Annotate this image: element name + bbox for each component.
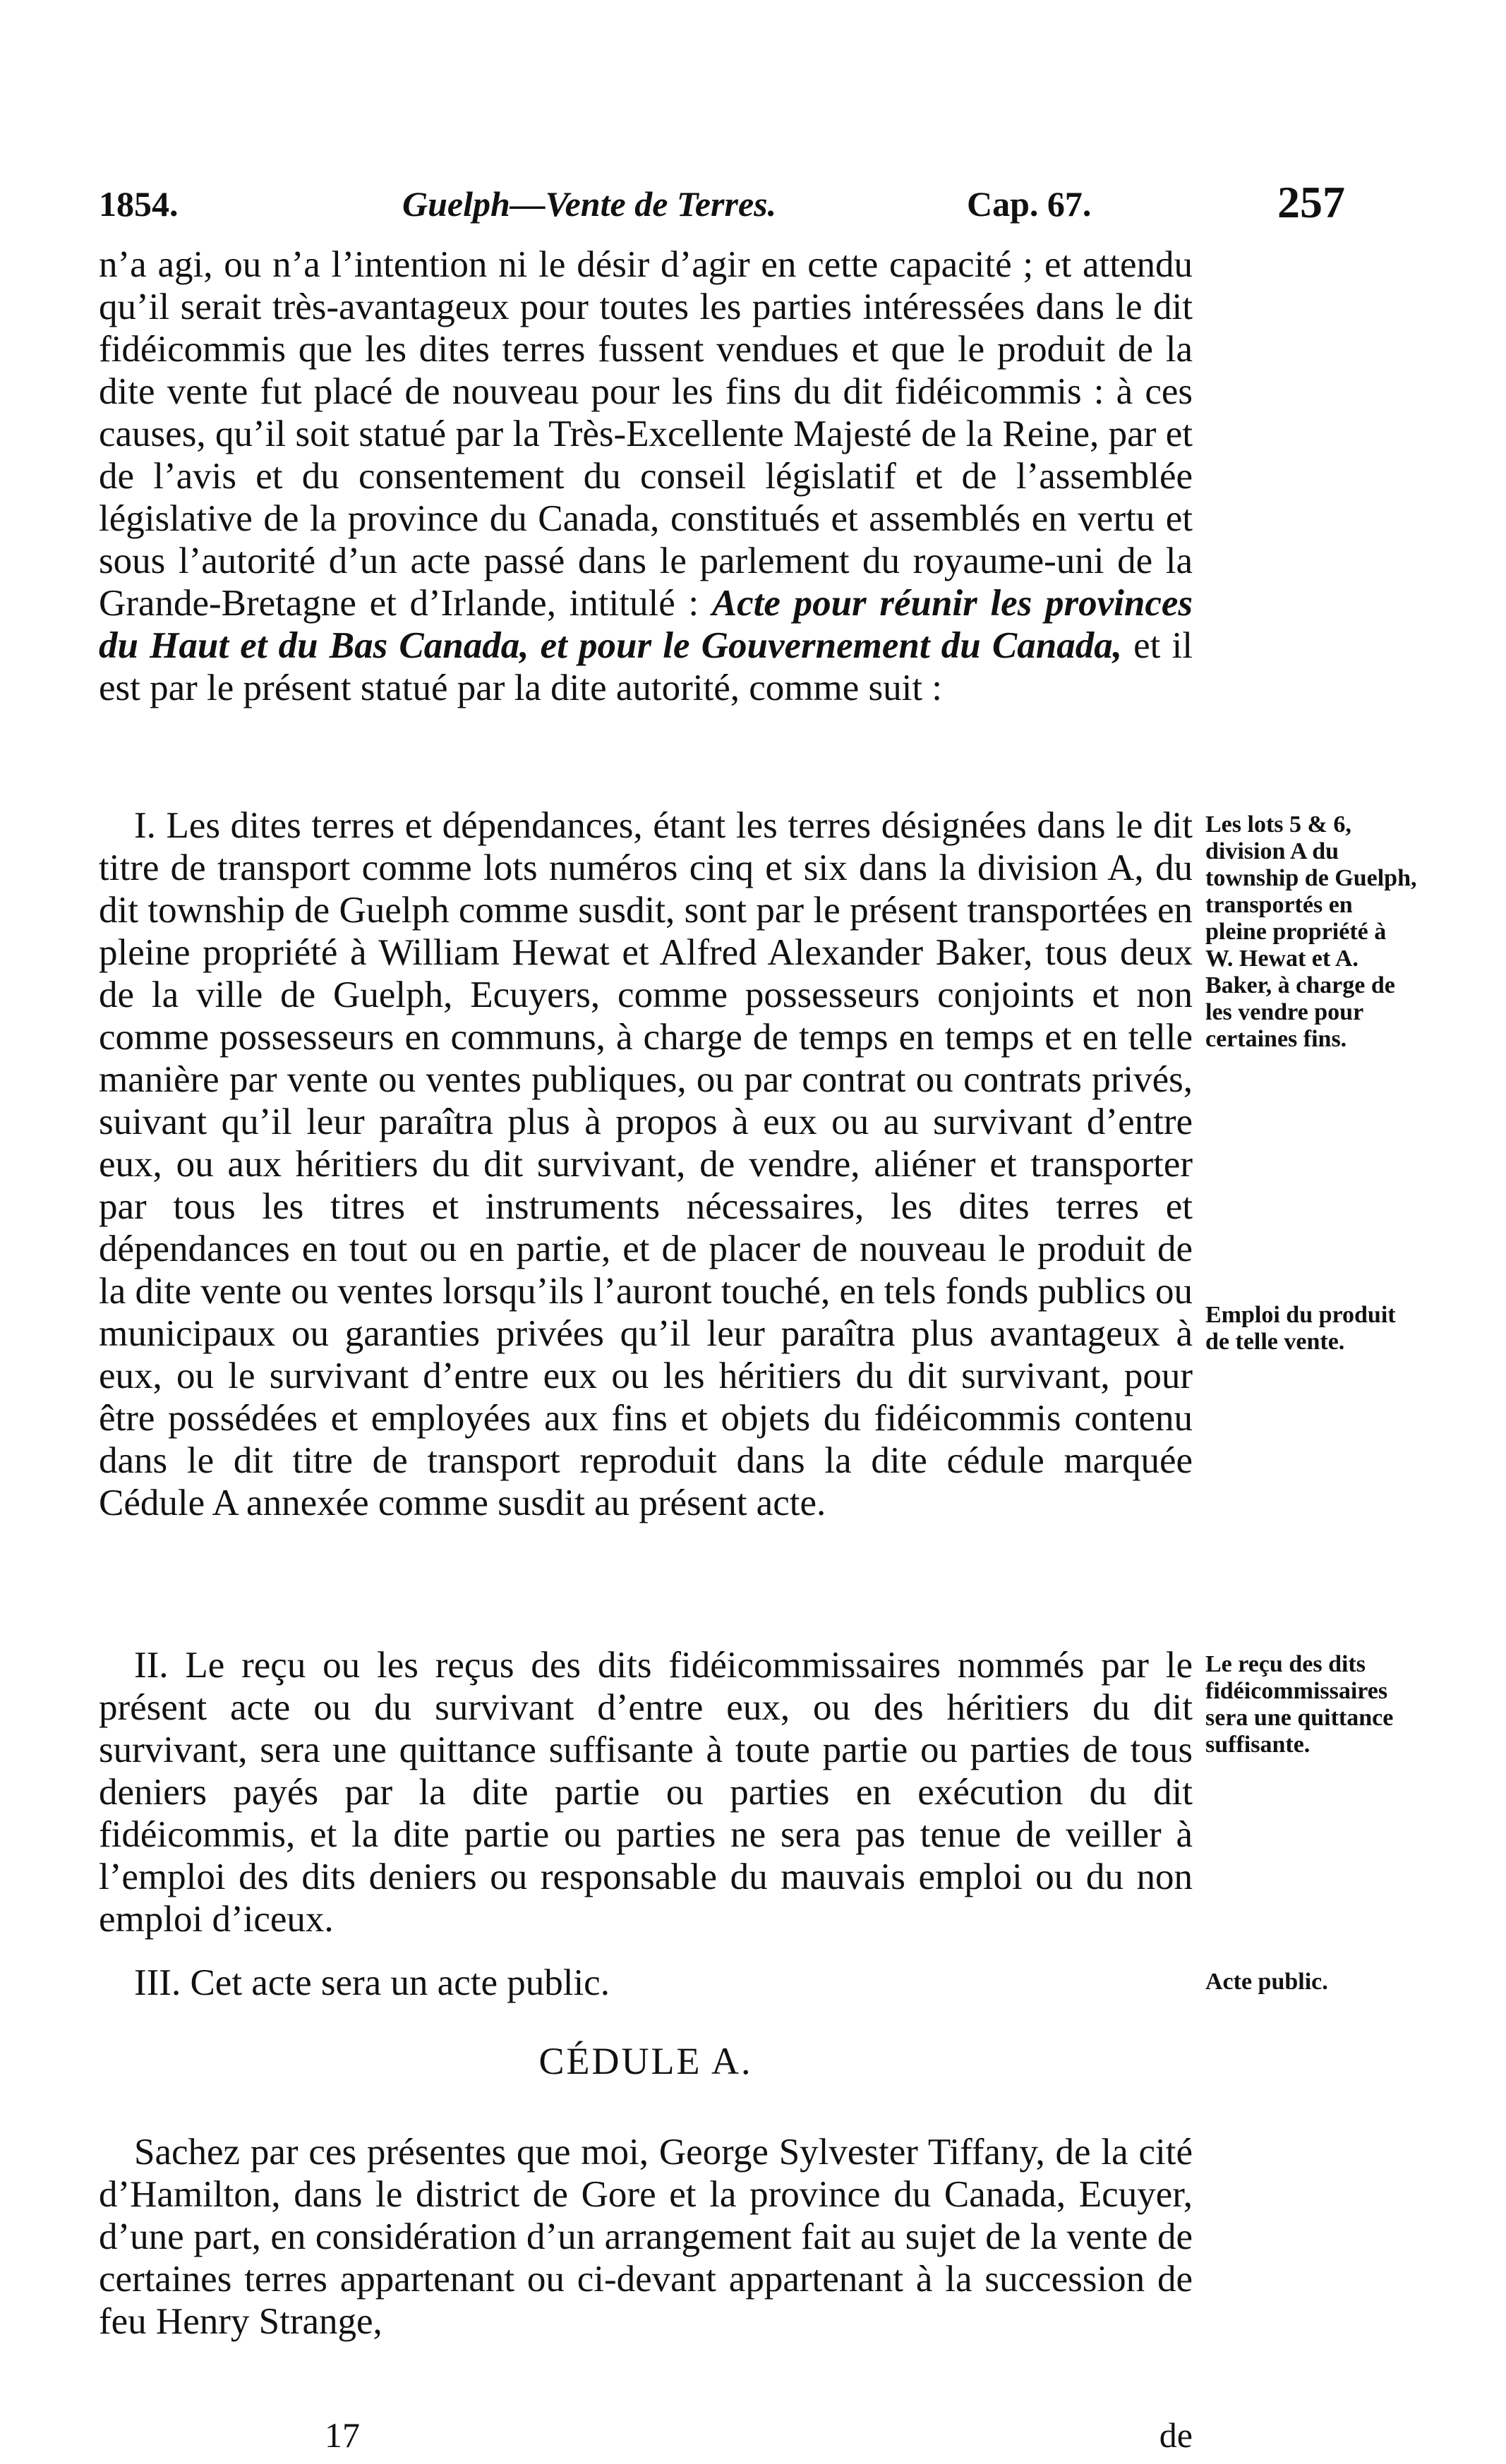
header-chapter: Cap. 67. — [967, 184, 1092, 224]
header-title: Guelph—Vente de Terres. — [402, 184, 777, 224]
schedule-paragraph — [99, 2131, 1193, 2343]
intro-text-before: n’a agi, ou n’a l’intention ni le désir d’agir en cette capacité ; et attendu qu’il serait très-avantageux pour toutes les parties intéressées dans le dit fidéicommis que les dites terres fussent vendues et que le produit de la dite vente fut placé de nouveau pour les fins du dit fidéicommis : à ces causes, qu’il soit statué par la Très-Excellente Majesté de la Reine, par et de l’avis et du consentement du conseil législatif et de l’assemblée législative de la province du Canada, constitués et assemblés en vertu et sous l’autorité d’un acte passé dans le parlement du royaume-uni de la Grande-Bretagne et d’Irlande, intitulé : — [99, 244, 1193, 624]
margin-note-recu: Le reçu des dits fidéicommissaires sera une quittance suffisante. — [1205, 1651, 1394, 1758]
intro-text — [99, 243, 1193, 709]
margin-note-lots: Les lots 5 & 6, division A du township de Guelph, transportés en pleine propriété à W. Hewat et A. Baker, à charge de les vendre pour certaines fins. — [1205, 811, 1417, 1052]
intro-act-title: Acte pour réunir les provinces du Haut et du Bas Canada, et pour le Gouvernement du Canada, — [99, 583, 1193, 666]
schedule-text: Sachez par ces présentes que moi, George Sylvester Tiffany, de la cité d’Hamilton, dans le district de Gore et la province du Canada, Ecuyer, d’une part, en considération d’un arrangement fait au sujet de la vente de certaines terres appartenant ou ci-devant appartenant à la succession de feu Henry Strange, — [99, 2132, 1193, 2342]
header-year: 1854. — [99, 184, 179, 224]
intro-text-after: et il est par le présent statué par la dite autorité, comme suit : — [99, 625, 1193, 708]
margin-note-acte-public: Acte public. — [1205, 1969, 1328, 1995]
page-footer — [99, 2415, 1193, 2457]
page-number: 257 — [1277, 177, 1345, 227]
section-3 — [99, 1962, 1193, 2004]
section-2-text: II. Le reçu ou les reçus des dits fidéicommissaires nommés par le présent acte ou du survivant d’entre eux, ou des héritiers du dit survivant, sera une quittance suffisante à toute partie ou parties de tous deniers payés par la dite partie ou parties en exécution du dit fidéicommis, et la dite partie ou parties ne sera pas tenue de veiller à l’emploi des dits deniers ou responsable du mauvais emploi ou du non emploi d’iceux. — [99, 1645, 1193, 1940]
section-3-text: III. Cet acte sera un acte public. — [134, 1962, 610, 2003]
section-1 — [99, 804, 1193, 1524]
section-2 — [99, 1644, 1193, 1940]
intro-paragraph — [99, 243, 1193, 709]
catchword: de — [1159, 2415, 1193, 2455]
running-header — [99, 176, 1426, 233]
signature-mark: 17 — [325, 2415, 360, 2455]
schedule-heading: CÉDULE A. — [538, 2040, 753, 2082]
section-1-text: I. Les dites terres et dépendances, étant les terres désignées dans le dit titre de transport comme lots numéros cinq et six dans la division A, du dit township de Guelph comme susdit, sont par le présent transportées en pleine propriété à William Hewat et Alfred Alexander Baker, tous deux de la ville de Guelph, Ecuyers, comme possesseurs conjoints et non comme possesseurs en communs, à charge de temps en temps et en telle manière par vente ou ventes publiques, ou par contrat ou contrats privés, suivant qu’il leur paraîtra plus à propos à eux ou au survivant d’entre eux, ou aux héritiers du dit survivant, de vendre, aliéner et transporter par tous les titres et instruments nécessaires, les dites terres et dépendances en tout ou en partie, et de placer de nouveau le produit de la dite vente ou ventes lorsqu’ils l’auront touché, en tels fonds publics ou municipaux ou garanties privées qu’il leur paraîtra plus avantageux à eux, ou le survivant d’entre eux ou les héritiers du dit survivant, pour être possédées et employées aux fins et objets du fidéicommis contenu dans le dit titre de transport reproduit dans la dite cédule marquée Cédule A annexée comme susdit au présent acte. — [99, 805, 1193, 1523]
margin-note-emploi: Emploi du produit de telle vente. — [1205, 1302, 1396, 1355]
